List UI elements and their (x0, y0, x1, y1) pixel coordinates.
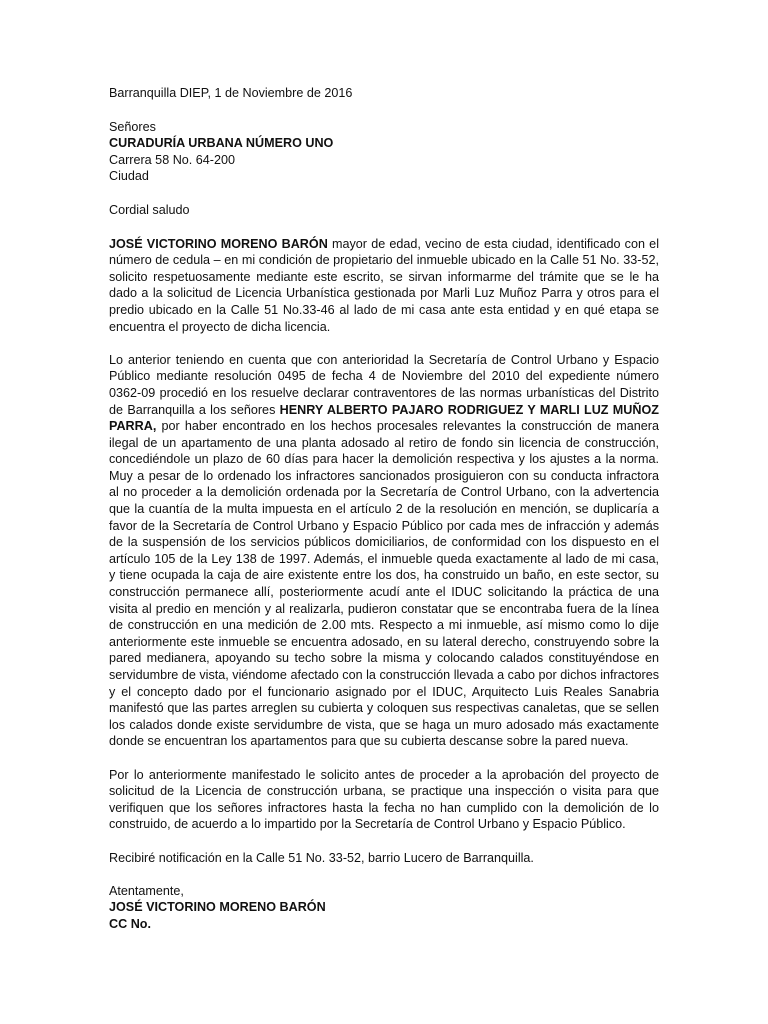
spacer (109, 866, 659, 883)
infractors-names: HENRY ALBERTO PAJARO RODRIGUEZ Y MARLI LUZ MUÑOZ PARRA, (109, 402, 659, 434)
paragraph-background-text-b: por haber encontrado en los hechos procesales relevantes la construcción de manera ilegal de un apartamento de una planta adosado al retiro de fondo sin licencia de construcción, concediéndole un plazo de 60 días para hacer la demolición respectiva y los ajustes a la norma. Muy a pesar de lo ordenado los infractores sancionados prosiguieron con su conducta infractora al no proceder a la demolición ordenada por la Secretaría de Control Urbano, con la advertencia que la cuantía de la multa impuesta en el artículo 2 de la resolución en mención, se duplicaría a favor de la Secretaría de Control Urbano y Espacio Público por cada mes de infracción y además de la suspensión de los servicios públicos domiciliarios, de conformidad con los dispuesto en el artículo 105 de la Ley 138 de 1997. Además, el inmueble queda exactamente al lado de mi casa, y tiene ocupada la caja de aire existente entre los dos, ha construido un baño, en este sector, su construcción permanece allí, posteriormente acudí ante el IDUC solicitando la práctica de una visita al predio en mención y al realizarla, pudieron constatar que se encontraba fuera de la línea de construcción en una medición de 2.00 mts. Respecto a mi inmueble, así mismo como lo dije anteriormente este inmueble se encuentra adosado, en su lateral derecho, construyendo sobre la pared medianera, apoyando su techo sobre la misma y colocando calados constituyéndose en servidumbre de vista, viéndome afectado con la construcción llevada a cabo por dichos infractores y el concepto dado por el funcionario asignado por el IDUC, Arquitecto Luis Reales Sanabria manifestó que las partes arreglen su cubierta y coloquen sus respectivas canaletas, que se sellen los calados donde existe servidumbre de vista, que se haga un muro adosado más exactamente donde se encuentran los apartamentos para que su cubierta descanse sobre la pared nueva. (109, 419, 659, 749)
recipient-name: CURADURÍA URBANA NÚMERO UNO (109, 136, 334, 151)
valediction: Atentamente, (109, 883, 184, 898)
paragraph-background (109, 352, 659, 750)
spacer (109, 335, 659, 352)
signer-id-label: CC No. (109, 916, 151, 931)
spacer (109, 750, 659, 767)
signer-name: JOSÉ VICTORINO MORENO BARÓN (109, 900, 326, 915)
recipient-city: Ciudad (109, 169, 149, 184)
paragraph-request-text: mayor de edad, vecino de esta ciudad, identificado con el número de cedula – en mi condición de propietario del inmueble ubicado en la Calle 51 No. 33-52, solicito respetuosamente mediante este escrito, se sirvan informarme del trámite que se le ha dado a la solicitud de Licencia Urbanística gestionada por Marli Luz Muñoz Parra y otros para el predio ubicado en la Calle 51 No.33-46 al lado de mi casa ante esta entidad y en qué etapa se encuentra el proyecto de dicha licencia. (109, 236, 659, 334)
recipient-salutation: Señores (109, 119, 156, 134)
paragraph-notification: Recibiré notificación en la Calle 51 No. 33-52, barrio Lucero de Barranquilla. (109, 850, 534, 865)
paragraph-background-text-a: Lo anterior teniendo en cuenta que con anterioridad la Secretaría de Control Urbano y Espacio Público mediante resolución 0495 de fecha 4 de Noviembre del 2010 del expediente número 0362-09 procedió en los resuelve declarar contraventores de las normas urbanísticas del Distrito de Barranquilla a los señores (109, 352, 659, 417)
spacer (109, 833, 659, 850)
spacer (109, 102, 659, 119)
spacer (109, 219, 659, 236)
paragraph-petition: Por lo anteriormente manifestado le solicito antes de proceder a la aprobación del proyecto de solicitud de la Licencia de construcción urbana, se practique una inspección o visita para que verifiquen que los señores infractores hasta la fecha no han cumplido con la demolición de lo construido, de acuerdo a lo impartido por la Secretaría de Control Urbano y Espacio Público. (109, 767, 659, 832)
greeting: Cordial saludo (109, 202, 190, 217)
recipient-address: Carrera 58 No. 64-200 (109, 152, 236, 167)
sender-name-inline: JOSÉ VICTORINO MORENO BARÓN (109, 236, 328, 251)
paragraph-request (109, 236, 659, 336)
recipient-block (109, 119, 659, 185)
date-line: Barranquilla DIEP, 1 de Noviembre de 2016 (109, 86, 353, 100)
closing-block (109, 883, 659, 933)
spacer (109, 185, 659, 202)
